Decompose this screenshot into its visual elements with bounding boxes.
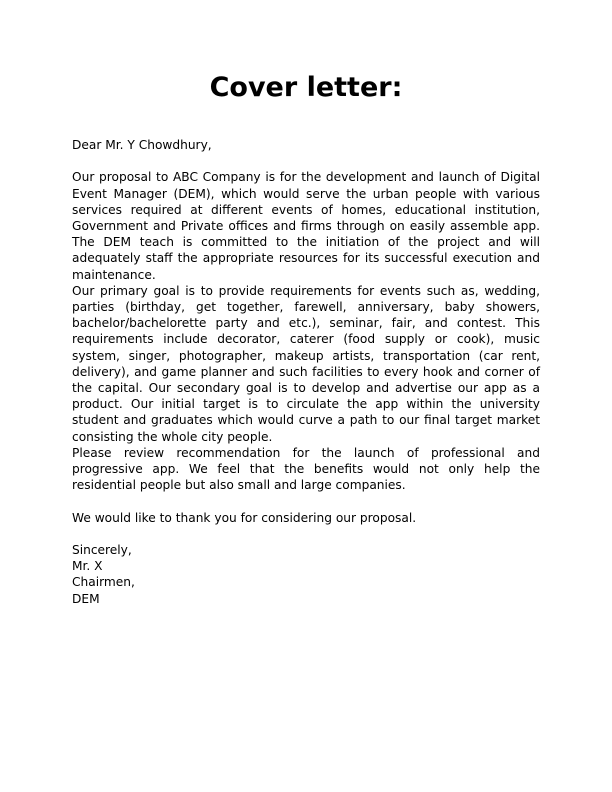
signatory-organization: DEM <box>72 591 100 606</box>
paragraph-proposal: Our proposal to ABC Company is for the development and launch of Digital Event Manager (DEM), which would serve the urban people with various services required at different events of homes, educational institution, Government and Private offices and firms through on easily assemble app. The DEM teach is committed to the initiation of the project and will adequately staff the appropriate resources for its successful execution and maintenance. <box>72 170 540 282</box>
signatory-name: Mr. X <box>72 559 103 574</box>
salutation: Dear Mr. Y Chowdhury, <box>72 138 212 152</box>
signatory-position: Chairmen, <box>72 575 135 590</box>
paragraph-goals: Our primary goal is to provide requirements for events such as, wedding, parties (birthday, get together, farewell, anniversary, baby showers, bachelor/bachelorette party and etc.), seminar, fair, and contest. This requirements include decorator, caterer (food supply or cook), music system, singer, photographer, makeup artists, transportation (car rent, delivery), and game planner and such facilities to every hook and corner of the capital. Our secondary goal is to develop and advertise our app as a product. Our initial target is to circulate the app within the university student and graduates which would curve a path to our final target market consisting the whole city people. <box>72 283 540 444</box>
valediction: Sincerely, <box>72 543 132 558</box>
thanks-line: We would like to thank you for considering our proposal. <box>72 510 417 525</box>
paragraph-review: Please review recommendation for the launch of professional and progressive app. We feel that the benefits would not only help the residential people but also small and large companies. <box>72 445 540 493</box>
page-title: Cover letter: <box>209 72 403 103</box>
letter-body <box>72 137 540 607</box>
